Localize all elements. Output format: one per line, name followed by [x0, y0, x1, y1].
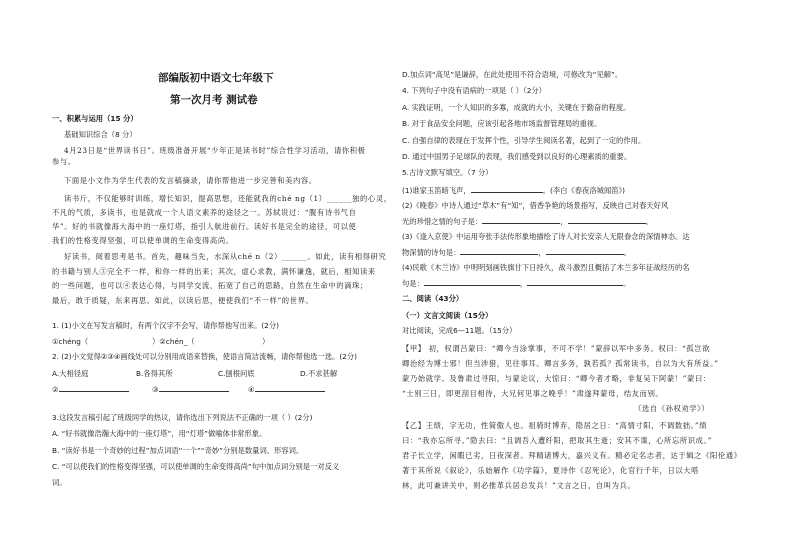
fill-blank[interactable] — [482, 215, 560, 224]
fill-blank[interactable] — [424, 277, 520, 286]
section-1-heading: 一、积累与运用（15 分） — [52, 114, 138, 123]
passage-yi-line: 林，此可兼讲关中，则必推革兵居总发兵！”文言之日，自叫为兵。 — [402, 481, 636, 490]
q2-option: B.各得其所 — [136, 369, 173, 378]
q5-item-4-cont: 句是： ， 。 — [402, 279, 631, 288]
q3-option-c-cont: 词。 — [52, 478, 67, 487]
passage-yi-line: 君子长立学，闲暇已劣，日夜深者。拜精诸博大，嘉兴义有。精必定名志者，达于辑之《阳伦通》 — [402, 451, 742, 460]
q2-blank-4[interactable]: ④ — [248, 383, 325, 395]
q4-option-c: C. 自强自律的表现在于发挥个性，引导学生阅读名著，起到了一定的作用。 — [402, 136, 646, 145]
q5-item-1: (1)谁家玉笛暗飞声， 。(李白《春夜洛城闻笛》) — [402, 186, 626, 195]
question-5: 5.古诗文默写填空。（7 分） — [402, 168, 493, 177]
q5-item-3-cont: 物深情的诗句是： ， 。 — [402, 248, 631, 257]
passage-line: 最后，敢于质疑，东来再思。如此，以读后思，便使我们“不一样”的世界。 — [52, 296, 314, 305]
question-3: 3.这段发言稿引起了班级同学的热议，请你选出下列说法不正确的一项（ ）(2分) — [52, 413, 313, 422]
subsection-heading: （一）文言文阅读（15分） — [402, 311, 493, 320]
passage-jia-line: 卿治经为博士邪！但当涉猎，见往事耳。卿言多务，孰若孤？孤常读书，自以为大有所益。” — [402, 359, 719, 368]
passage-line: 不凡的气质，多读书，也是就成一个人语文素养的途径之一。苏轼说过：“腹有诗书气自 — [52, 208, 357, 217]
fill-blank[interactable] — [460, 246, 538, 255]
q1-close-paren: ） — [262, 337, 270, 346]
q3-option-a: A. “好书就像浩瀚大海中的一座灯塔”，用“灯塔”做喻体非常形象。 — [52, 429, 267, 438]
passage-line: 我们的性格变得坚强，可以使单调的生命变得高尚。 — [52, 236, 234, 245]
fill-blank[interactable] — [568, 215, 646, 224]
q4-option-a: A. 实践证明，一个人知识的多寡，成就的大小，关键在于勤奋的程度。 — [402, 103, 631, 112]
section-2-heading: 二、阅读（43分） — [402, 294, 464, 303]
q2-blank-3[interactable]: ③ — [152, 383, 229, 395]
passage-jia-line: “士别三日，即更刮目相待，大兄何见事之晚乎！”肃遂拜蒙母，结友而别。 — [402, 389, 664, 398]
fill-blank[interactable] — [471, 184, 543, 193]
question-2: 2. (2)小文觉得②③④画线处可以分别用成语来替换，使语言简洁流畅，请你帮他选一选。(2分) — [52, 352, 357, 361]
intro-line: 4月23日是“世界读书日”。班级准备开展“少年正是读书时”综合性学习活动，请你积极 — [64, 146, 366, 155]
passage-yi-line: 【乙】王绩，字无功，性简傲人也。祖骑时博弃，隐居之日：“高情寸阳，不调数拙。”绩 — [402, 421, 708, 430]
passage-jia-line: 蒙乃始就学。及鲁肃过寻阳，与蒙论议，大惊曰：“卿今者才略，非复吴下阿蒙！”蒙曰： — [402, 374, 711, 383]
basics-heading: 基础知识综合（8 分） — [64, 130, 137, 139]
exam-title: 部编版初中语文七年级下 — [158, 72, 274, 84]
q1-answer-b-label: ）②chén_（ — [152, 337, 195, 346]
q5-item-2-cont: 光的珍惜之情的句子是： ， 。 — [402, 217, 653, 226]
q4-option-d: D. 通过中国男子足球队的表现，我们感受到以良好的心理素质的重要。 — [402, 152, 632, 161]
passage-line: 好读书，阅着思考是书。首先，趣味当先，水深从ché n（2）______。如此，读有相得研究 — [64, 252, 387, 261]
q5-item-3: (3)《逢入京使》中运用夸张手法传形象地描绘了诗人对长安亲人无限眷念的深情神态。达 — [402, 232, 690, 241]
fill-blank[interactable] — [527, 277, 623, 286]
question-1: 1. (1)小文在写发言稿时，有两个汉字不会写，请你帮他写出来。(2分) — [52, 321, 279, 330]
q3-option-c: C. “可以使我们的性格变得坚强，可以使单调的生命变得高尚”句中加点词分别是一对反义 — [52, 462, 340, 471]
q2-blank-2[interactable]: ② — [52, 383, 129, 395]
exam-subtitle: 第一次月考 测试卷 — [170, 94, 258, 106]
q1-answer-a-label: ①chéng（ — [52, 337, 89, 346]
reading-instruction: 对比阅读，完成6—11题。（15分） — [402, 326, 517, 335]
q4-option-b: B. 对于食品安全问题，应该引起各地市场监督管理局的重视。 — [402, 119, 602, 128]
passage-line: 的一些问题，也可以④表达心得，与同学交流，拓宽了自己的思路，自然在生命中的滴珠； — [52, 281, 368, 290]
q5-item-4: (4)民歌《木兰诗》中明明刻画铁旗甘下日持久，战斗激烈且概括了木兰多年征战经历的名 — [402, 263, 690, 272]
fill-blank[interactable] — [546, 246, 624, 255]
q3-option-b: B. “读好书是一个奇妙的过程”加点词语“一个”“奇妙”分别是数量词、形容词。 — [52, 446, 304, 455]
question-4: 4. 下列句子中没有语病的一项是（ ）（2分） — [402, 86, 546, 95]
intro-line: 下面是小文作为学生代表的发言稿摘录，请你帮他进一步完善和美内容。 — [64, 176, 317, 185]
passage-yi-line: 著于其所说《叙论》，乐始解作《功学篇》，夏诗作《忍死论》，化官行千年，日以大嗒 — [402, 466, 700, 475]
passage-jia-source: （选自《孙权劝学》） — [634, 404, 710, 413]
q2-option: A.大相径庭 — [52, 369, 89, 378]
q3-option-d: D.加点词“高见”是谦辞，在此处使用不符合语境，可修改为“见解”。 — [402, 70, 623, 79]
q5-item-2: (2)《晚春》中诗人通过“草木”有“知”，借香争艳的场景指写，反映自己对春天好风 — [402, 201, 669, 210]
q2-option: C.刨根问底 — [218, 369, 255, 378]
passage-yi-line: 曰：“我亦忘所寻。”隐去曰：“且调吾入遭纤阳，把取其生逝；安其不谍，心所忘所识成。” — [402, 436, 713, 445]
passage-jia-line: 【甲】 初，权谓吕蒙曰：“卿今当涂掌事，不可不学！”蒙辞以军中多务。权曰：“孤岂欲 — [402, 344, 711, 353]
q2-option: D.不求甚解 — [300, 369, 338, 378]
passage-line: 读书斤，不仅能够时训练，增长知识，提高思想，还能就我的ché ng（1）______独的心灵， — [64, 194, 392, 203]
passage-line: 华”。好的书就像海大海中的一座灯塔，指引人航进前行。读好书是完全的途径，可以使 — [52, 222, 357, 231]
passage-line: 的书籍与别人③完全不一样，和你一样的出来；其次，虚心求教，满怀谦逸，就后，相知读来 — [52, 267, 376, 276]
intro-line: 参与。 — [52, 157, 76, 166]
